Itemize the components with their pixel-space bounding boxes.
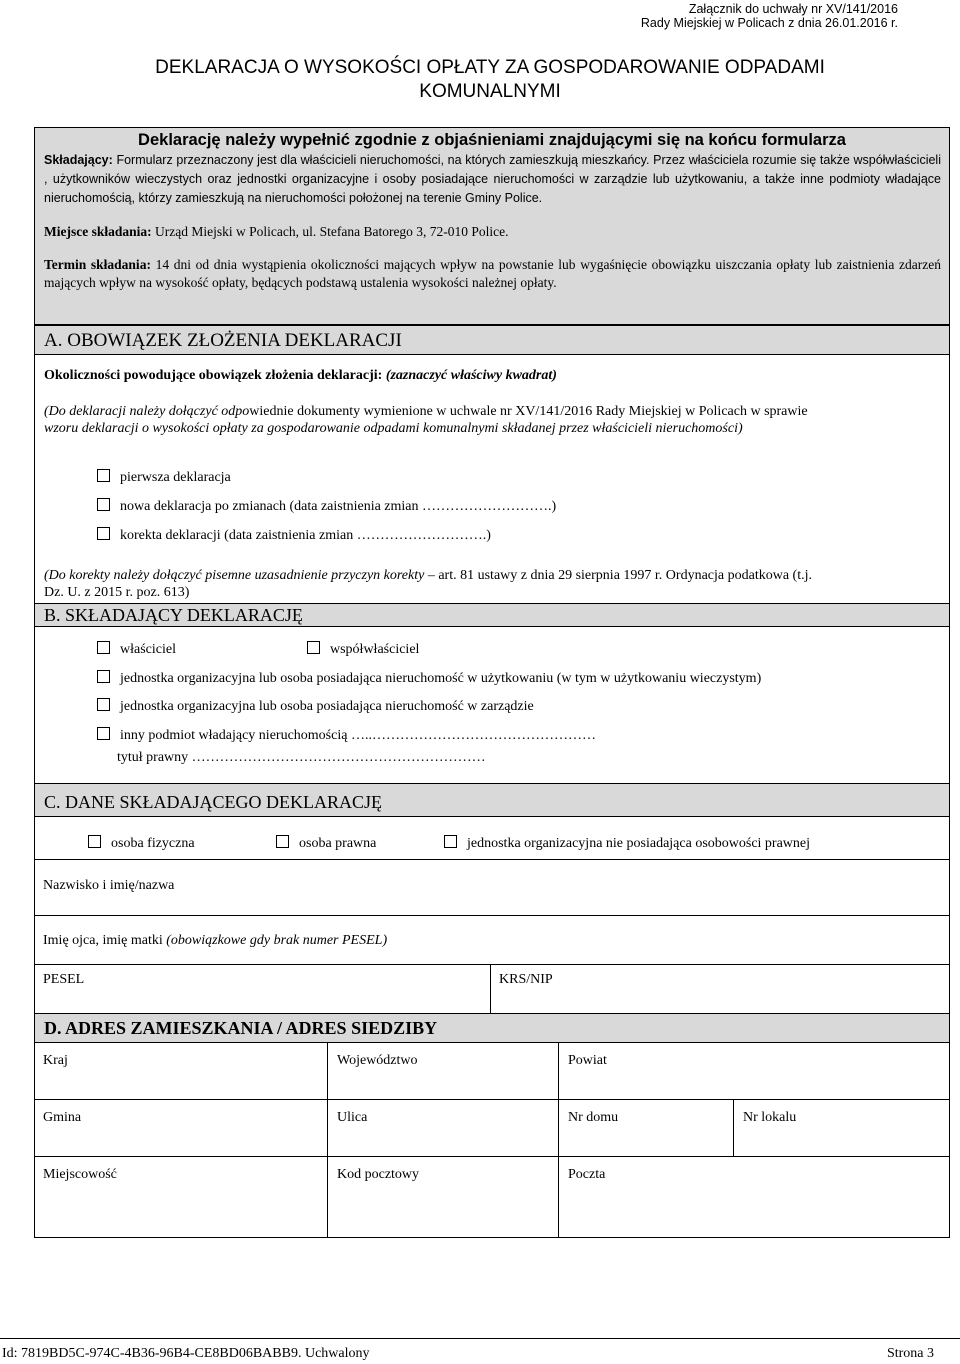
street-label: Ulica [337, 1110, 368, 1125]
checkbox-icon[interactable] [307, 641, 320, 654]
option-co-owner[interactable] [307, 641, 419, 658]
okolicznosci-label: Okoliczności powodujące obowiązek złożenia deklaracji: [44, 368, 383, 383]
note-line2: wzoru deklaracji o wysokości opłaty za gospodarowanie odpadami komunalnymi składanej przez właścicieli nieruchomości) [44, 421, 743, 436]
termin-label: Termin składania: [44, 257, 151, 272]
section-a-title: A. OBOWIĄZEK ZŁOŻENIA DEKLARACJI [44, 330, 402, 351]
commune-label: Gmina [43, 1110, 82, 1125]
skladajacy-paragraph [35, 151, 949, 208]
correction-note [44, 567, 944, 601]
krs-nip-field[interactable] [490, 964, 950, 1014]
header-note-line2: Rady Miejskiej w Policach z dnia 26.01.2016 r. [640, 16, 898, 30]
section-b-body [34, 626, 950, 784]
pesel-field[interactable] [34, 964, 491, 1014]
okolicznosci-line [44, 367, 557, 384]
skladajacy-text: Formularz przeznaczony jest dla właścicieli nieruchomości, na których zamieszkują mieszkańcy. Przez właściciela rozumie się także współwłaścicieli , użytkowników wieczystych oraz jednostki organizacyjne i osoby posiadające nieruchomości w zarządzie lub użytkowaniu, a także inne podmioty władające nieruchomością, którzy zamieszkują na nieruchomości położonej na terenie Gminy Police. [44, 153, 941, 205]
option-management[interactable] [97, 698, 534, 715]
section-d-header [34, 1013, 950, 1043]
option-other-entity[interactable] [97, 727, 596, 744]
house-number-field[interactable] [558, 1099, 734, 1157]
title-line1: DEKLARACJA O WYSOKOŚCI OPŁATY ZA GOSPODAROWANIE ODPADAMI [155, 57, 825, 78]
legal-title-field[interactable]: tytuł prawny ……………………………………………………… [117, 750, 486, 765]
option-legal-person[interactable] [276, 835, 376, 852]
option-label: właściciel [120, 642, 176, 657]
okolicznosci-hint: (zaznaczyć właściwy kwadrat) [385, 368, 557, 383]
footer-id: Id: 7819BD5C-974C-4B36-96B4-CE8BD06BABB9. Uchwalony [2, 1346, 370, 1361]
house-number-label: Nr domu [568, 1110, 619, 1125]
korekta-line2: Dz. U. z 2015 r. poz. 613) [44, 585, 190, 600]
footer-page-number: Strona 3 [886, 1346, 934, 1361]
header-note [641, 2, 898, 30]
county-label: Powiat [568, 1053, 607, 1068]
option-first-declaration[interactable] [97, 469, 231, 486]
checkbox-icon[interactable] [276, 835, 289, 848]
commune-field[interactable] [34, 1099, 328, 1157]
post-office-label: Poczta [568, 1167, 606, 1182]
checkbox-icon[interactable] [97, 527, 110, 540]
section-b-header [34, 603, 950, 627]
termin-text: 14 dni od dnia wystąpienia okoliczności mających wpływ na powstanie lub wygaśnięcie obowiązku uiszczania opłaty lub zaistnienia zdarzeń mających wpływ na wysokość opłaty, będących podstawą ustalenia wysokości należnej opłaty. [44, 257, 941, 290]
country-field[interactable] [34, 1042, 328, 1100]
checkbox-icon[interactable] [97, 641, 110, 654]
checkbox-icon[interactable] [97, 698, 110, 711]
parents-label-hint: (obowiązkowe gdy brak numer PESEL) [166, 933, 388, 948]
country-label: Kraj [43, 1053, 68, 1068]
checkbox-icon[interactable] [97, 670, 110, 683]
name-label: Nazwisko i imię/nazwa [43, 878, 175, 893]
option-org-unit[interactable] [444, 835, 810, 852]
option-label: korekta deklaracji (data zaistnienia zmian ……………………….) [120, 528, 491, 543]
post-office-field[interactable] [558, 1156, 950, 1238]
note-italic: (Do deklaracji należy dołączyć odpo [44, 404, 250, 419]
voivodeship-field[interactable] [327, 1042, 559, 1100]
attachments-note [44, 403, 944, 437]
option-label: współwłaściciel [330, 642, 420, 657]
option-owner[interactable] [97, 641, 176, 658]
info-block [34, 127, 950, 325]
checkbox-icon[interactable] [97, 469, 110, 482]
section-a-header [34, 325, 950, 355]
locality-label: Miejscowość [43, 1167, 117, 1182]
termin-paragraph [35, 256, 949, 292]
option-new-declaration[interactable] [97, 498, 556, 515]
subtitle: Deklarację należy wypełnić zgodnie z objaśnieniami znajdującymi się na końcu formularza [138, 131, 846, 149]
section-c-header [34, 783, 950, 817]
option-correction[interactable] [97, 527, 491, 544]
parents-label-text: Imię ojca, imię matki [43, 933, 167, 948]
checkbox-icon[interactable] [444, 835, 457, 848]
miejsce-paragraph [35, 223, 949, 241]
option-label: jednostka organizacyjna nie posiadająca osobowości prawnej [467, 836, 811, 851]
checkbox-icon[interactable] [88, 835, 101, 848]
korekta-normal: art. 81 ustawy z dnia 29 sierpnia 1997 r. Ordynacja podatkowa (t.j. [438, 568, 812, 583]
skladajacy-label: Składający: [44, 153, 113, 167]
apartment-number-label: Nr lokalu [743, 1110, 797, 1125]
option-label: pierwsza deklaracja [120, 470, 231, 485]
option-natural-person[interactable] [88, 835, 195, 852]
option-label: nowa deklaracja po zmianach (data zaistnienia zmian ……………………….) [120, 499, 557, 514]
option-label: jednostka organizacyjna lub osoba posiadająca nieruchomość w użytkowaniu (w tym w użytkowaniu wieczystym) [120, 671, 762, 686]
header-note-line1: Załącznik do uchwały nr XV/141/2016 [688, 2, 898, 16]
checkbox-icon[interactable] [97, 498, 110, 511]
option-label: jednostka organizacyjna lub osoba posiadająca nieruchomość w zarządzie [120, 699, 534, 714]
postal-code-label: Kod pocztowy [337, 1167, 420, 1182]
section-a-body [34, 354, 950, 604]
option-label: inny podmiot władający nieruchomością …..………………………………………… [120, 728, 596, 743]
voivodeship-label: Województwo [337, 1053, 418, 1068]
option-usufruct[interactable] [97, 670, 761, 687]
section-c-type-row [34, 816, 950, 860]
postal-code-field[interactable] [327, 1156, 559, 1238]
checkbox-icon[interactable] [97, 727, 110, 740]
option-label: osoba prawna [299, 836, 377, 851]
parents-names-field[interactable] [34, 915, 950, 965]
locality-field[interactable] [34, 1156, 328, 1238]
section-d-title: D. ADRES ZAMIESZKANIA / ADRES SIEDZIBY [44, 1018, 438, 1038]
krs-nip-label: KRS/NIP [499, 972, 553, 987]
footer-divider [0, 1338, 960, 1339]
apartment-number-field[interactable] [733, 1099, 950, 1157]
miejsce-text: Urząd Miejski w Policach, ul. Stefana Batorego 3, 72-010 Police. [151, 224, 509, 239]
county-field[interactable] [558, 1042, 950, 1100]
street-field[interactable] [327, 1099, 559, 1157]
korekta-italic: (Do korekty należy dołączyć pisemne uzasadnienie przyczyn korekty – [44, 568, 439, 583]
parents-names-label [43, 932, 387, 949]
section-b-title: B. SKŁADAJĄCY DEKLARACJĘ [44, 605, 303, 625]
section-c-title: C. DANE SKŁADAJĄCEGO DEKLARACJĘ [44, 792, 383, 812]
pesel-label: PESEL [43, 972, 85, 987]
note-normal: wiednie dokumenty wymienione w uchwale nr XV/141/2016 Rady Miejskiej w Policach w sprawie [249, 404, 808, 419]
name-field[interactable] [34, 859, 950, 916]
miejsce-label: Miejsce składania: [44, 224, 152, 239]
option-label: osoba fizyczna [111, 836, 195, 851]
title-line2: KOMUNALNYMI [419, 81, 561, 102]
page-title [0, 56, 960, 104]
